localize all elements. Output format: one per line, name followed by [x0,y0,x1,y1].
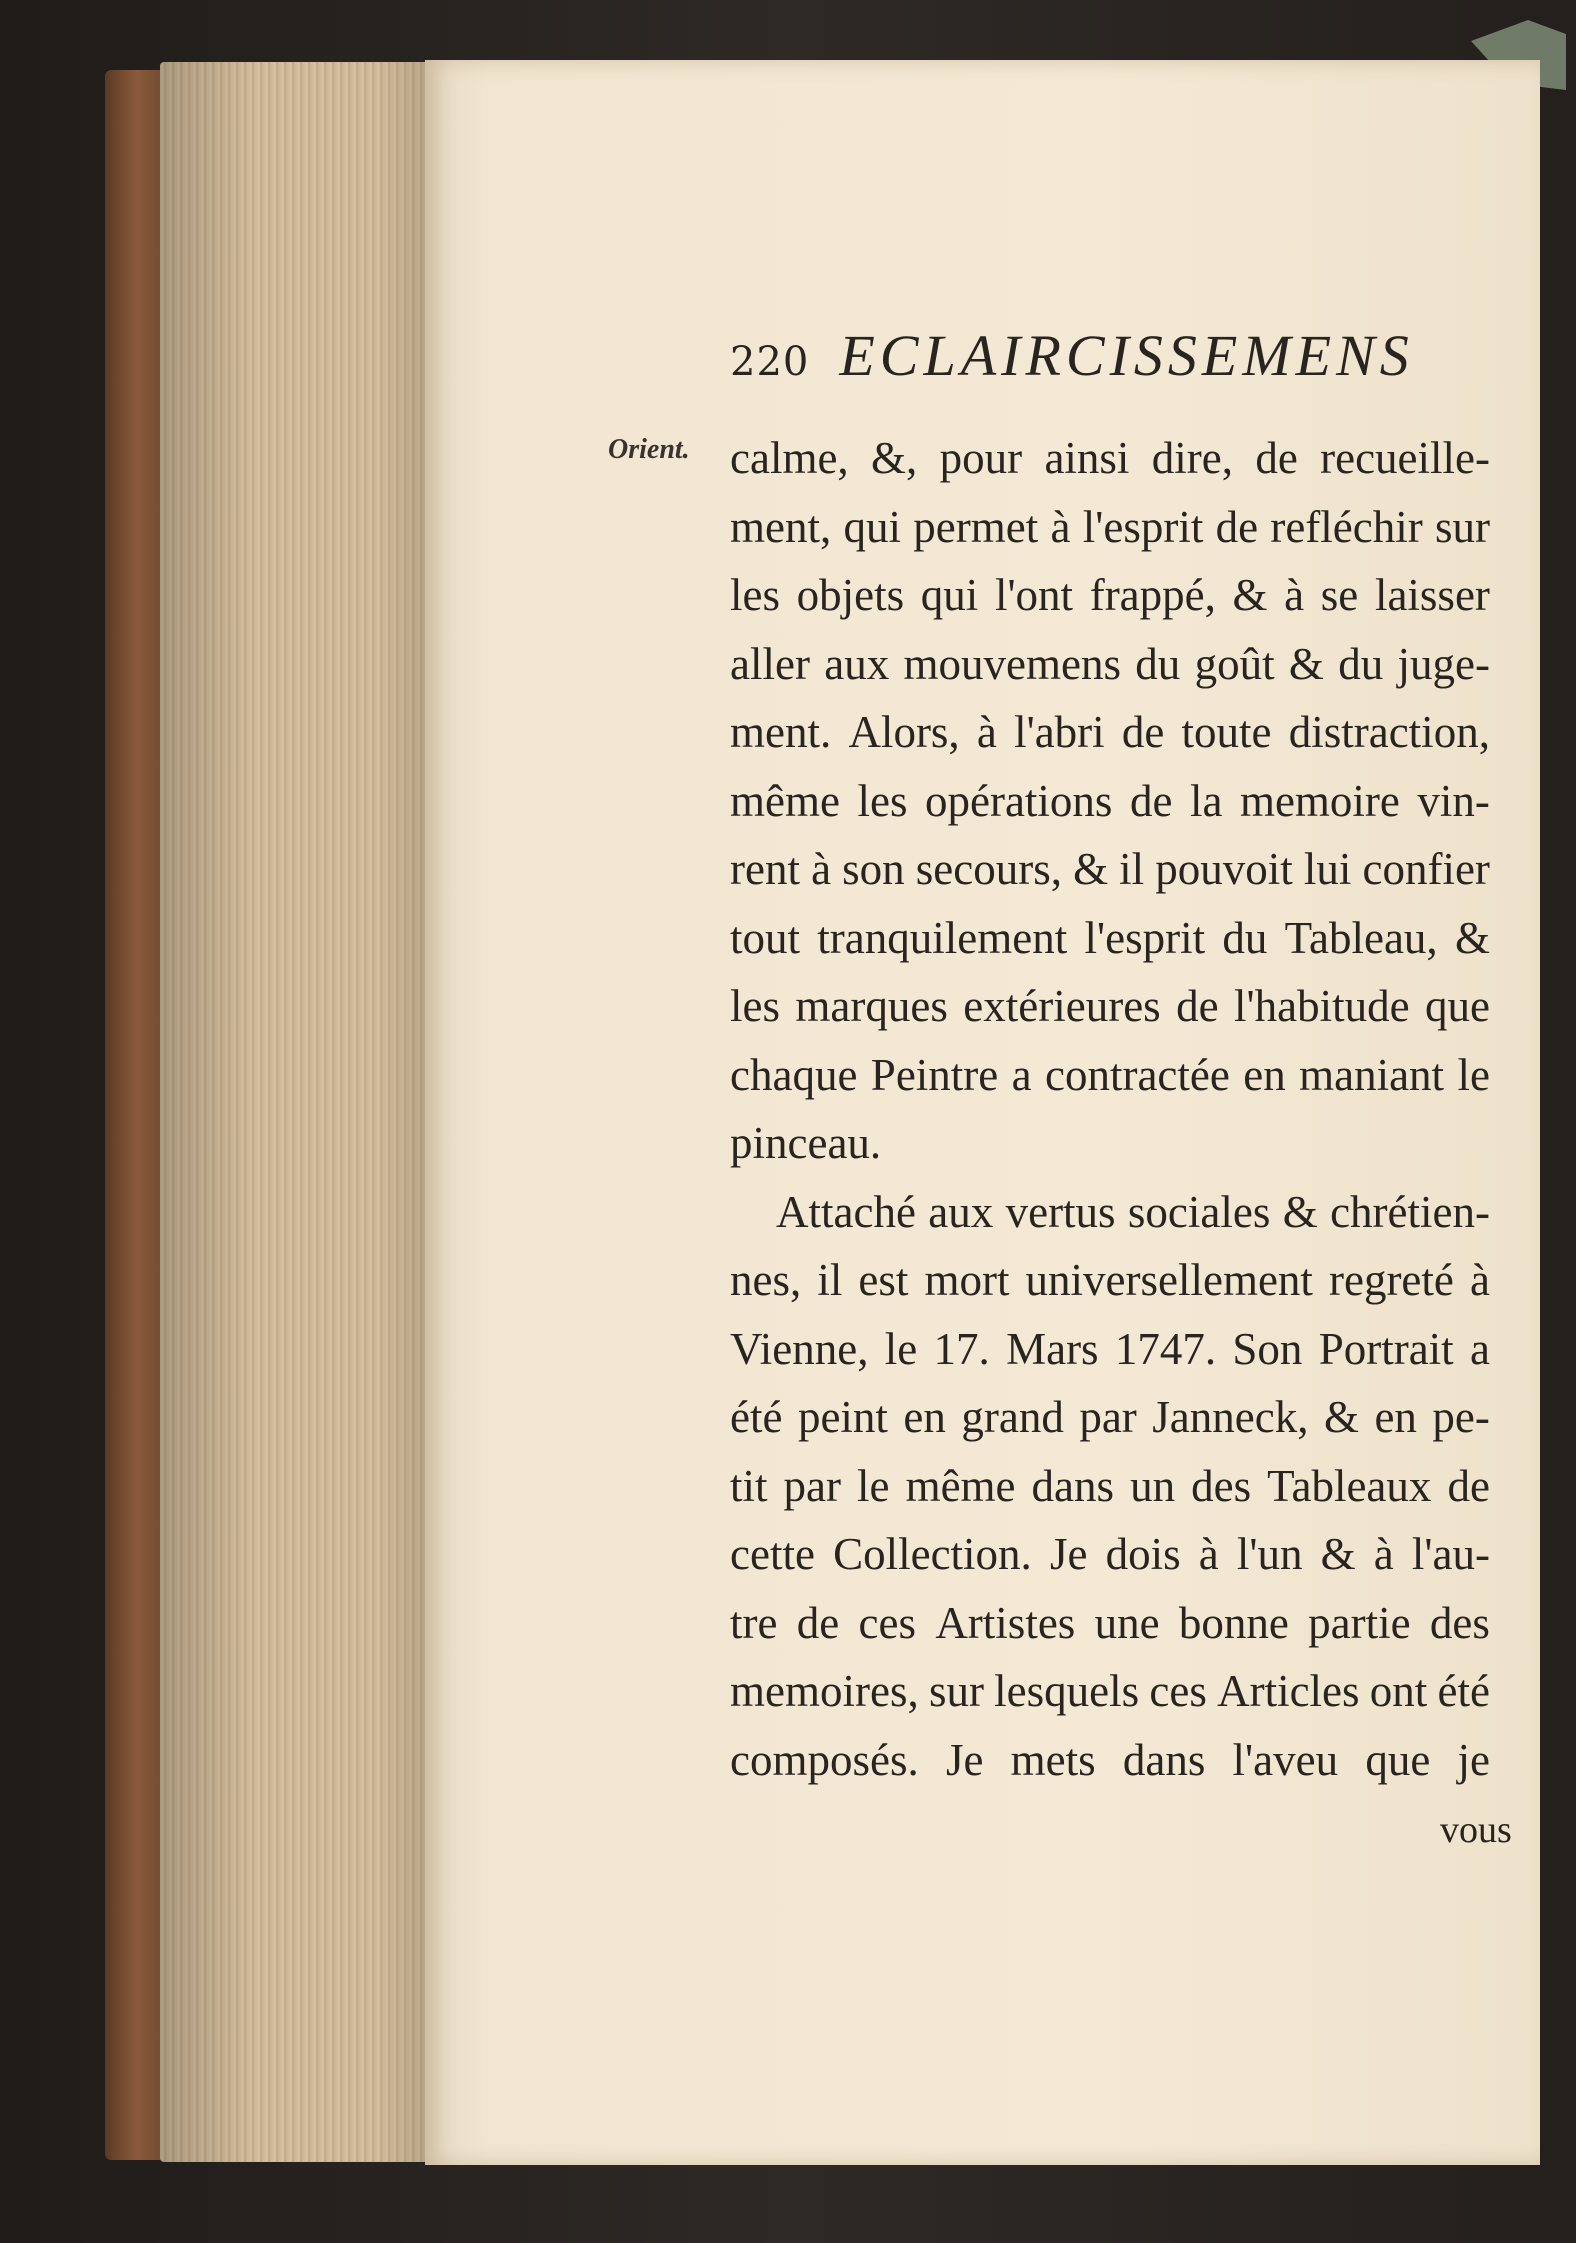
text-line [730,767,1490,836]
body-text [730,424,1490,1794]
page-edges [160,62,430,2162]
word: l'un [1236,1529,1303,1579]
word: Je [945,1734,984,1785]
word: en [1374,1392,1417,1442]
word: Articles [1217,1666,1360,1716]
word: même [905,1460,1016,1511]
word: recueille- [1320,433,1490,483]
text-line [730,1657,1490,1726]
word: l'au- [1411,1529,1490,1579]
word: été [1437,1666,1490,1716]
word: à [1284,570,1305,620]
word: calme, [730,433,849,483]
word: à [811,844,832,894]
word: les [730,570,780,620]
text-line [730,1246,1490,1315]
text-line: pinceau. [730,1118,882,1168]
word: l'esprit [1082,501,1204,552]
running-head [730,322,1490,392]
word: Son [1232,1323,1303,1374]
word: à [1469,1255,1490,1305]
word: de [1121,707,1165,757]
word: à [1050,501,1071,552]
word: son [842,844,905,894]
word: une [1094,1597,1160,1648]
word: en [1243,1049,1286,1100]
word: aller [730,638,810,689]
word: &, [871,433,918,483]
text-line [730,493,1490,562]
word: en [903,1392,946,1442]
running-title: ECLAIRCISSEMENS [839,323,1414,388]
word: le [1457,1049,1490,1100]
word: Artistes [935,1597,1076,1648]
text-line [730,1178,1490,1247]
word: sur [1435,501,1490,552]
word: & [1282,1186,1318,1237]
word: regreté [1328,1255,1454,1305]
word: & [1454,912,1490,963]
word: pouvoit [1155,844,1293,894]
word: Attaché [776,1186,916,1237]
word: Portrait [1318,1323,1454,1374]
word: Tableau, [1284,912,1438,963]
word: un [1130,1460,1176,1511]
word: sur [928,1666,984,1716]
word: 1747. [1114,1323,1217,1374]
word: & [1073,844,1109,894]
word: même [730,775,840,826]
word: de [1447,1460,1490,1511]
word: dire, [1151,433,1233,483]
word: frappé, [1089,570,1216,620]
word: aux [928,1186,994,1237]
word: mets [1010,1734,1096,1785]
word: marques [795,981,948,1031]
word: l'esprit [1084,912,1206,963]
word: il [817,1255,843,1305]
word: tout [730,912,801,963]
word: ainsi [1044,433,1130,483]
word: opérations [924,775,1113,826]
word: a [1469,1323,1490,1374]
text-line [730,630,1490,699]
word: à [976,707,997,757]
text-line [730,835,1490,904]
text-line [730,1589,1490,1658]
word: l'habitude [1234,981,1410,1031]
word: universellement [1025,1255,1313,1305]
word: Peintre [870,1049,999,1100]
text-line [730,1726,1490,1795]
word: bonne [1178,1597,1289,1648]
word: les [857,775,908,826]
word: partie [1308,1597,1411,1648]
word: ment. [730,707,832,757]
word: chaque [730,1049,858,1100]
text-line [730,1383,1490,1452]
word: a [1011,1049,1032,1100]
word: ces [858,1597,917,1648]
word: confier [1362,844,1490,894]
word: sociales [1127,1186,1271,1237]
word: de [1176,981,1219,1031]
word: maniant [1299,1049,1445,1100]
word: distraction, [1288,707,1490,757]
word: laisser [1374,570,1490,620]
word: tit [730,1460,768,1511]
word: qui [843,501,902,552]
word: grand [961,1392,1064,1442]
word: à [1373,1529,1394,1579]
word: permet [913,501,1039,552]
word: juge- [1397,638,1490,689]
word: ces [1149,1666,1207,1716]
word: du [1135,638,1181,689]
word: des [1191,1460,1252,1511]
word: des [1429,1597,1490,1648]
word: & [1320,1529,1356,1579]
text-line [730,424,1490,493]
word: ment, [730,501,832,552]
word: Collection. [833,1529,1032,1579]
word: il [1119,844,1145,894]
word: Vienne, [730,1323,869,1374]
word: chrétien- [1330,1186,1490,1237]
word: dans [1122,1734,1206,1785]
word: l'abri [1014,707,1105,757]
word: à [1198,1529,1219,1579]
word: qui [920,570,979,620]
word: par [1079,1392,1137,1442]
word: peint [797,1392,888,1442]
word: que [1365,1734,1431,1785]
word: toute [1181,707,1272,757]
word: secours, [915,844,1062,894]
word: est [858,1255,909,1305]
text-line [730,698,1490,767]
word: la [1189,775,1223,826]
word: lesquels [994,1666,1140,1716]
word: par [783,1460,842,1511]
word: refléchir [1270,501,1423,552]
text-line [730,1041,1490,1110]
margin-note: Orient. [608,434,690,465]
word: dois [1105,1529,1181,1579]
word: tranquilement [817,912,1068,963]
word: le [857,1460,890,1511]
word: 17. [933,1323,990,1374]
text-line [730,1315,1490,1384]
word: composés. [730,1734,919,1785]
word: du [1222,912,1268,963]
word: tre [730,1597,778,1648]
text-line [730,972,1490,1041]
word: je [1457,1734,1490,1785]
word: extérieures [963,981,1161,1031]
page-number: 220 [730,339,810,385]
word: vin- [1417,775,1490,826]
word: les [730,981,780,1031]
word: & [1323,1392,1359,1442]
word: de [796,1597,840,1648]
word: cette [730,1529,815,1579]
word: l'ont [994,570,1074,620]
word: rent [730,844,800,894]
word: memoire [1239,775,1400,826]
word: goût [1194,638,1275,689]
word: Janneck, [1152,1392,1309,1442]
word: le [884,1323,918,1374]
word: Je [1049,1529,1088,1579]
text-line [730,561,1490,630]
word: ont [1369,1666,1428,1716]
word: de [1129,775,1173,826]
word: Tableaux [1267,1460,1432,1511]
word: que [1425,981,1490,1031]
word: Mars [1006,1323,1099,1374]
word: contractée [1045,1049,1230,1100]
word: memoires, [730,1666,919,1716]
word: & [1288,638,1324,689]
word: de [1215,501,1259,552]
word: Alors, [848,707,960,757]
text-line [730,1452,1490,1521]
word: lui [1303,844,1352,894]
catchword: vous [1440,1809,1512,1851]
word: du [1338,638,1384,689]
text-line [730,1520,1490,1589]
word: mort [924,1255,1010,1305]
word: nes, [730,1255,802,1305]
word: & [1232,570,1268,620]
word: aux [824,638,890,689]
word: l'aveu [1232,1734,1339,1785]
word: pour [939,433,1023,483]
text-line [730,904,1490,973]
word: pe- [1432,1392,1490,1442]
word: vertus [1005,1186,1116,1237]
word: objets [796,570,905,620]
word: été [730,1392,783,1442]
word: dans [1031,1460,1115,1511]
word: mouvemens [903,638,1121,689]
word: de [1255,433,1298,483]
word: se [1320,570,1359,620]
